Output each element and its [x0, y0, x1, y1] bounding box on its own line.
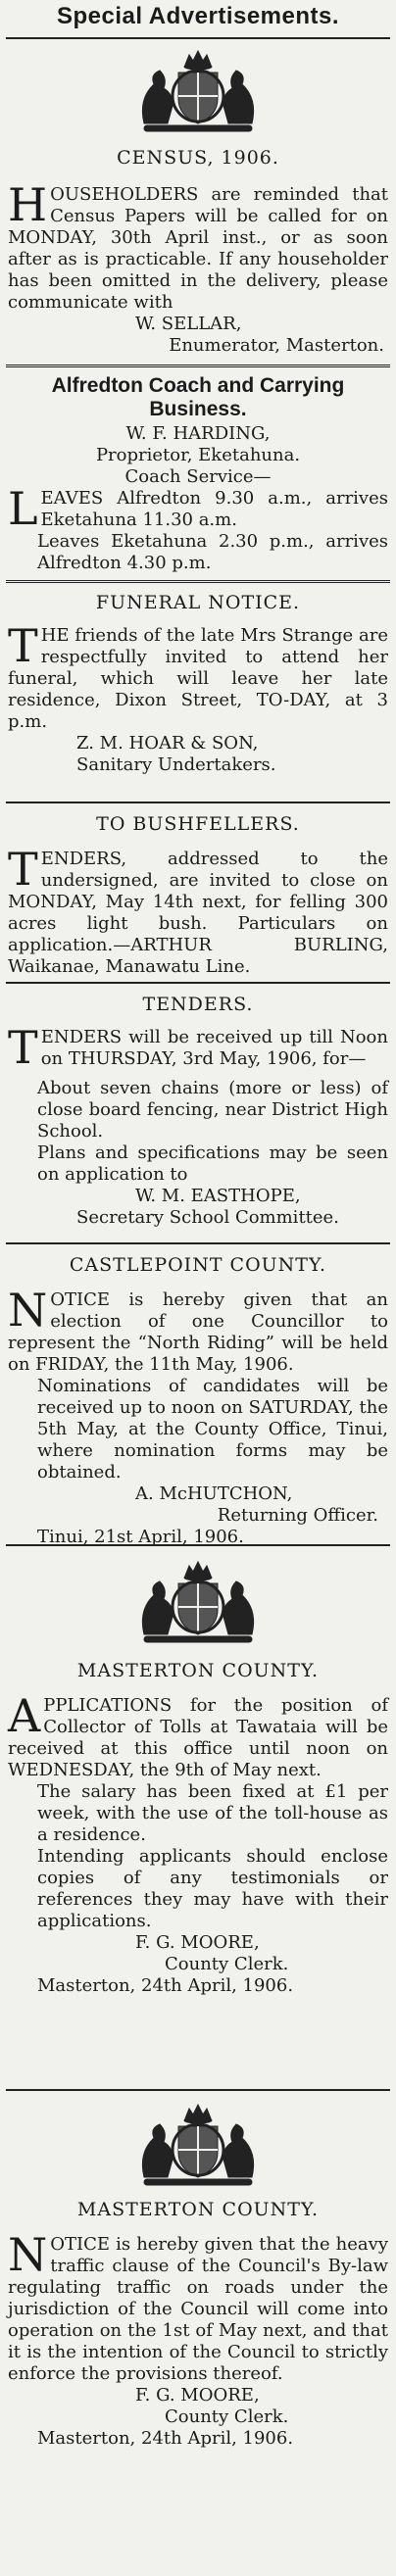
masterton-tolls-heading: MASTERTON COUNTY. — [76, 1660, 320, 1681]
coach-notice — [8, 374, 388, 574]
masterton-tolls-notice — [8, 1660, 388, 1997]
masterton-tolls-body-3: Intending applicants should enclose copies of any testimonials or references they may have with their applications. — [37, 1846, 388, 1931]
royal-coat-of-arms-icon — [124, 1556, 272, 1646]
divider — [6, 982, 390, 984]
tenders-notice — [8, 994, 388, 1229]
castlepoint-notice — [8, 1254, 388, 1548]
masterton-traffic-heading: MASTERTON COUNTY. — [76, 2199, 320, 2220]
divider — [6, 365, 390, 367]
royal-coat-of-arms-icon — [124, 2099, 272, 2189]
masterton-traffic-signer-title: County Clerk. — [165, 2406, 289, 2427]
tenders-signer: W. M. EASTHOPE, — [135, 1186, 301, 1206]
bushfellers-notice — [8, 813, 388, 978]
census-heading: CENSUS, 1906. — [117, 147, 279, 169]
masthead: Special Advertisements. — [56, 3, 340, 29]
masterton-traffic-notice — [8, 2199, 388, 2450]
royal-coat-of-arms-icon — [124, 45, 272, 135]
funeral-notice — [8, 592, 388, 776]
tenders-body-3: Plans and specifications may be seen on application to — [37, 1142, 388, 1185]
census-body: HOUSEHOLDERS are reminded that Census Papers will be called for on MONDAY, 30th April inst., or as soon after as is practicable. If any householder has been omitted in the delivery, please communicate with — [8, 178, 388, 313]
coach-line-2: Leaves Eketahuna 2.30 p.m., arrives Alfredton 4.30 p.m. — [37, 531, 388, 573]
tenders-body-2: About seven chains (more or less) of close board fencing, near District High School. — [37, 1078, 388, 1142]
coach-line-1: LEAVES Alfredton 9.30 a.m., arrives Eketahuna 11.30 a.m. — [8, 482, 388, 535]
castlepoint-body-1: NOTICE is hereby given that an election of one Councillor to represent the “North Riding” will be held on FRIDAY, the 11th May, 1906. — [8, 1284, 388, 1375]
castlepoint-dateline: Tinui, 21st April, 1906. — [37, 1527, 244, 1547]
coach-service: Coach Service— — [124, 466, 272, 487]
census-signer: W. SELLAR, — [135, 314, 242, 334]
castlepoint-body-2: Nominations of candidates will be received up to noon on SATURDAY, the 5th May, at the County Office, Tinui, where nomination forms may be obtained. — [37, 1376, 388, 1482]
tenders-body-1: TENDERS will be received up till Noon on THURSDAY, 3rd May, 1906, for— — [8, 1021, 388, 1074]
funeral-heading: FUNERAL NOTICE. — [95, 592, 301, 613]
castlepoint-signer: A. McHUTCHON, — [135, 1483, 293, 1504]
divider — [6, 37, 390, 39]
masterton-tolls-body-2: The salary has been fixed at £1 per week, with the use of the toll-house as a residence. — [37, 1781, 388, 1845]
divider — [6, 802, 390, 803]
castlepoint-heading: CASTLEPOINT COUNTY. — [69, 1254, 327, 1276]
funeral-signer-title: Sanitary Undertakers. — [76, 754, 276, 775]
funeral-signer: Z. M. HOAR & SON, — [76, 733, 259, 753]
masterton-traffic-signer: F. G. MOORE, — [135, 2385, 260, 2406]
census-notice — [8, 147, 388, 357]
masterton-traffic-body: NOTICE is hereby given that the heavy traffic clause of the Council's By-law regulating traffic on roads under the jurisdiction of the Council will come into operation on the 1st of May next, and that it is the intention of the Council to strictly enforce the provisions thereof. — [8, 2228, 388, 2384]
masterton-tolls-body-1: APPLICATIONS for the position of Collector of Tolls at Tawataia will be received at this office until noon on WEDNESDAY, the 9th of May next. — [8, 1689, 388, 1780]
divider — [6, 1242, 390, 1244]
census-signer-title: Enumerator, Masterton. — [169, 335, 384, 356]
bushfellers-heading: TO BUSHFELLERS. — [96, 813, 300, 835]
coach-proprietor: W. F. HARDING, — [125, 423, 271, 444]
coach-heading: Alfredton Coach and Carrying Business. — [51, 374, 345, 420]
divider — [6, 1544, 390, 1546]
funeral-body: THE friends of the late Mrs Strange are respectfully invited to attend her funeral, which will leave her late residence, Dixon Street, TO-DAY, at 3 p.m. — [8, 619, 388, 732]
castlepoint-signer-title: Returning Officer. — [217, 1505, 378, 1526]
masterton-tolls-signer-title: County Clerk. — [165, 1954, 289, 1974]
divider — [6, 580, 390, 583]
masterton-tolls-dateline: Masterton, 24th April, 1906. — [37, 1975, 294, 1996]
masterton-traffic-dateline: Masterton, 24th April, 1906. — [37, 2428, 294, 2449]
divider — [6, 2089, 390, 2091]
bushfellers-body: TENDERS, addressed to the undersigned, are invited to close on MONDAY, May 14th next, for felling 300 acres light bush. Particulars on application.—ARTHUR BURLING, Waikanae, Manawatu Line. — [8, 843, 388, 977]
masterton-tolls-signer: F. G. MOORE, — [135, 1932, 260, 1953]
tenders-heading: TENDERS. — [142, 994, 254, 1015]
tenders-signer-title: Secretary School Committee. — [76, 1207, 339, 1228]
coach-proprietor-title: Proprietor, Eketahuna. — [95, 445, 301, 465]
